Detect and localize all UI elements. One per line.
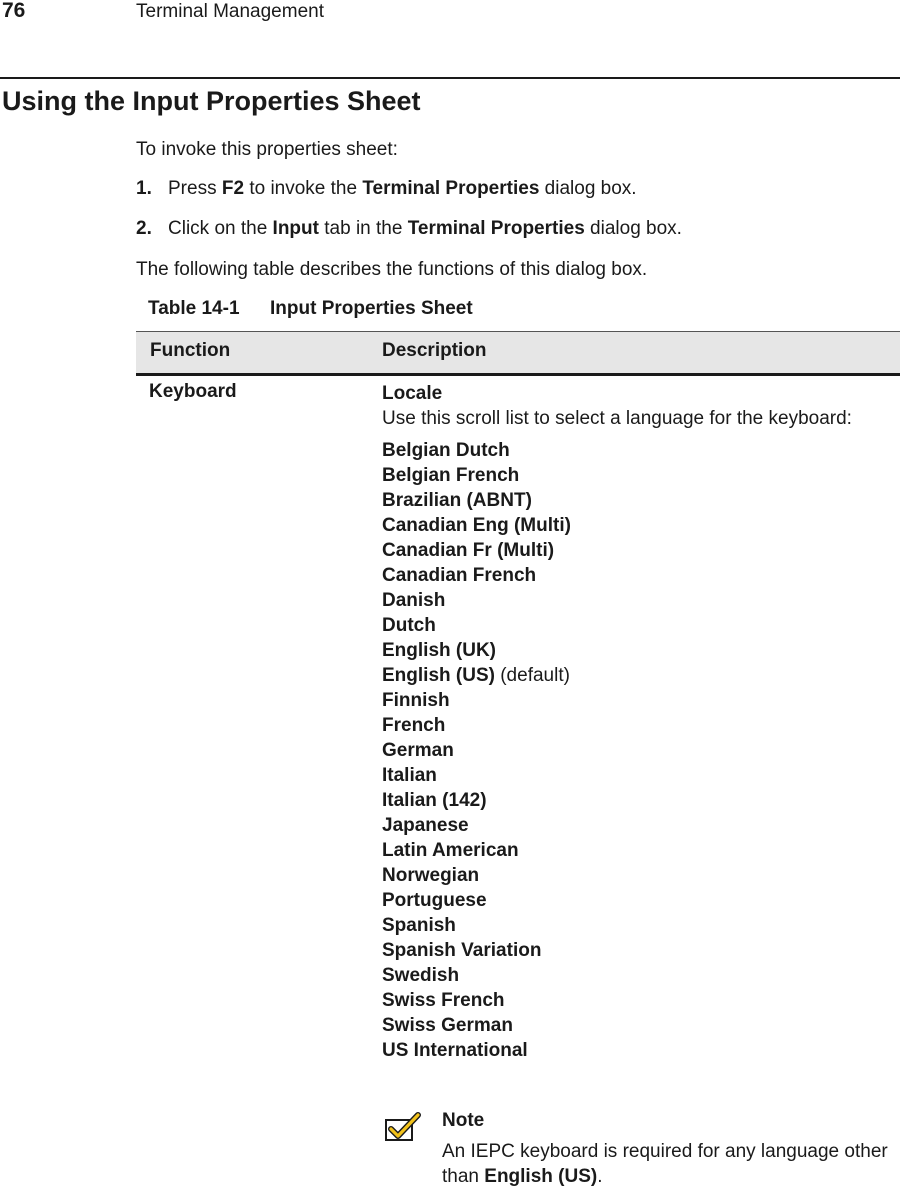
step-number: 2. [136,218,152,239]
language-name: Canadian Fr (Multi) [382,540,555,561]
note-title: Note [442,1110,485,1131]
language-item [382,763,892,788]
language-name: English (US) [382,665,495,686]
function-cell-keyboard: Keyboard [149,381,237,402]
language-item [382,563,892,588]
step-number: 1. [136,178,152,199]
language-item [382,463,892,488]
language-name: English (UK) [382,640,496,661]
table-header-row [136,331,900,374]
step-key: Input [272,218,319,239]
language-item [382,863,892,888]
language-name: US International [382,1040,528,1061]
language-name: Swiss German [382,1015,513,1036]
default-marker: (default) [494,665,570,686]
language-name: Finnish [382,690,450,711]
language-item [382,788,892,813]
language-name: German [382,740,454,761]
language-name: Belgian French [382,465,520,486]
table-caption [148,298,473,320]
intro-text: To invoke this properties sheet: [136,139,398,160]
language-item [382,438,892,463]
language-item [382,513,892,538]
language-item [382,738,892,763]
language-name: Swedish [382,965,460,986]
language-item [382,588,892,613]
description-cell-keyboard [382,381,892,1063]
table-intro-text: The following table describes the functions of this dialog box. [136,259,648,280]
table-caption-title: Input Properties Sheet [270,298,473,319]
language-item [382,1038,892,1063]
step-text: tab in the [318,218,408,239]
page-title: Using the Input Properties Sheet [2,86,421,116]
language-item [382,813,892,838]
language-name: Canadian French [382,565,537,586]
column-header-description: Description [382,340,487,361]
note-text-part: An IEPC keyboard is required for any language other than [442,1141,888,1187]
language-item [382,913,892,938]
language-name: Danish [382,590,446,611]
language-name: Italian [382,765,437,786]
language-name: Dutch [382,615,436,636]
section-title: Terminal Management [136,1,324,22]
column-header-function: Function [150,340,231,361]
language-name: Spanish Variation [382,940,542,961]
language-item [382,988,892,1013]
language-item [382,1013,892,1038]
language-item [382,713,892,738]
note-text-emphasis: English (US) [484,1166,598,1187]
language-item [382,688,892,713]
language-item [382,663,892,688]
step-2 [136,218,682,240]
step-text: dialog box. [584,218,682,239]
note-text [442,1139,892,1189]
step-text: dialog box. [539,178,637,199]
checkmark-icon [385,1112,421,1142]
locale-heading: Locale [382,383,443,404]
language-list [382,438,892,1063]
language-item [382,538,892,563]
language-name: Canadian Eng (Multi) [382,515,571,536]
table-header-divider [136,373,900,376]
table-caption-label: Table 14-1 [148,298,240,319]
locale-description: Use this scroll list to select a language for the keyboard: [382,408,852,429]
language-name: Japanese [382,815,469,836]
step-1 [136,178,637,200]
language-name: Belgian Dutch [382,440,510,461]
language-name: Swiss French [382,990,505,1011]
step-dialog-name: Terminal Properties [407,218,585,239]
step-text: Click on the [168,218,273,239]
language-name: Brazilian (ABNT) [382,490,532,511]
language-item [382,638,892,663]
page-number: 76 [2,0,26,22]
header-divider [0,77,900,79]
language-item [382,613,892,638]
language-item [382,488,892,513]
step-key: F2 [221,178,245,199]
note-text-part: . [597,1166,603,1187]
language-name: Norwegian [382,865,480,886]
language-name: Latin American [382,840,519,861]
language-item [382,838,892,863]
language-item [382,888,892,913]
step-text: to invoke the [244,178,363,199]
step-text: Press [168,178,222,199]
language-name: Spanish [382,915,456,936]
language-name: Italian (142) [382,790,487,811]
step-dialog-name: Terminal Properties [362,178,540,199]
language-item [382,938,892,963]
language-name: French [382,715,446,736]
language-name: Portuguese [382,890,487,911]
language-item [382,963,892,988]
